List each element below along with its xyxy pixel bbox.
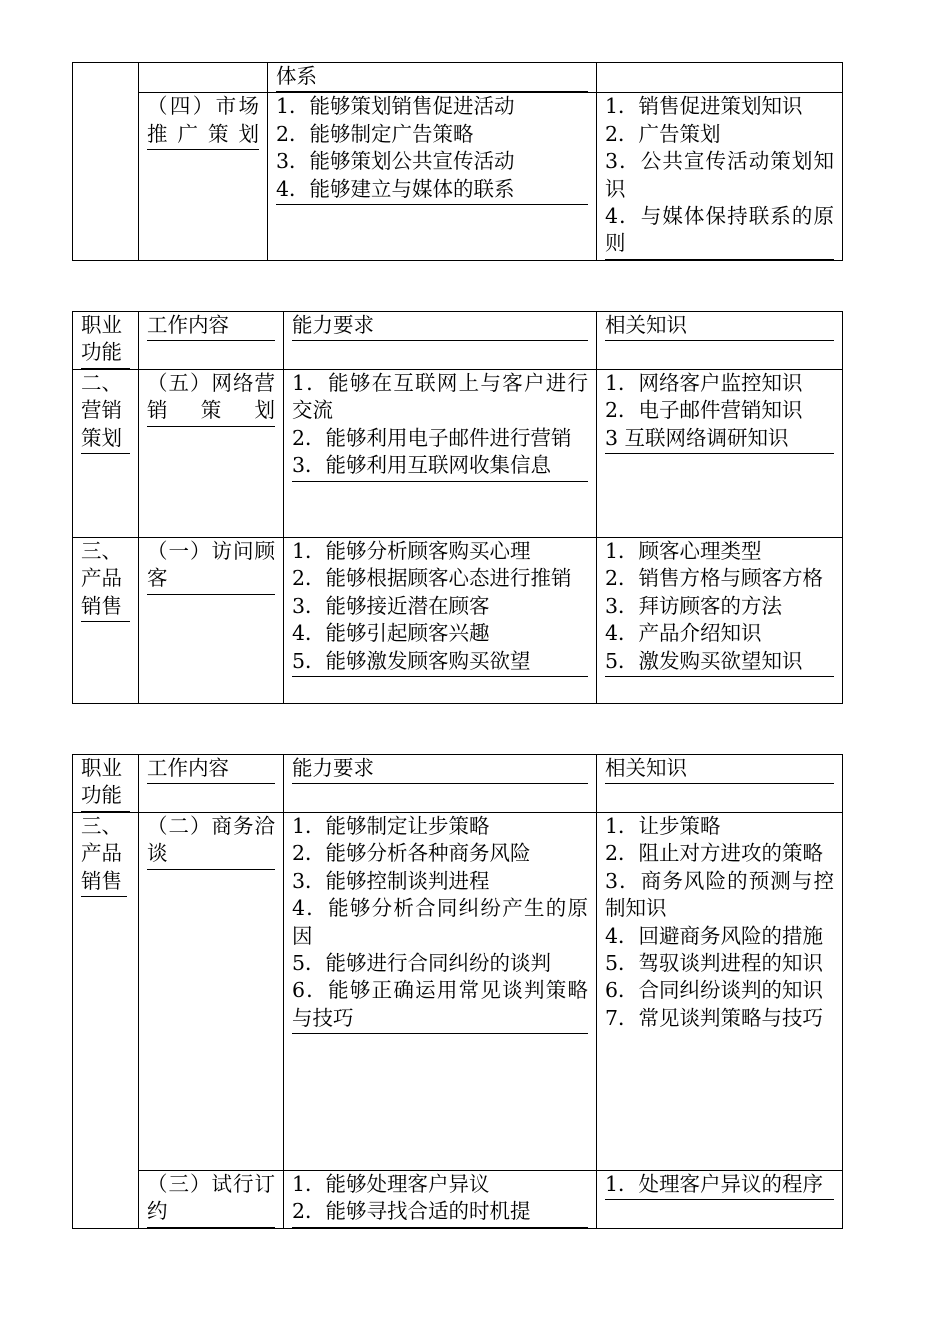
knowledge-cell (597, 813, 843, 1171)
knowledge-line: 5．激发购买欲望知识 (605, 648, 803, 673)
knowledge-line: 3．商务风险的预测与控制知识 (605, 868, 834, 921)
ability-line: 5．能够激发顾客购买欲望 (292, 648, 531, 673)
knowledge-cell (597, 538, 843, 704)
content-cell: （二）商务洽谈 (139, 813, 284, 1171)
ability-cell (284, 538, 597, 704)
knowledge-line: 2．电子邮件营销知识 (605, 398, 803, 423)
content-cell: （三）试行订约 (139, 1171, 284, 1229)
ability-line: 1．能够处理客户异议 (292, 1172, 490, 1196)
ability-cell (268, 93, 597, 261)
knowledge-line: 3 互联网络调研知识 (605, 425, 789, 450)
ability-line: 2．能够根据顾客心态进行推销 (292, 566, 572, 591)
table-row (73, 93, 843, 261)
table-header-row (73, 312, 843, 370)
knowledge-line: 6．合同纠纷谈判的知识 (605, 978, 824, 1003)
function-cell: 二、营销策划 (73, 370, 139, 538)
knowledge-line: 4．回避商务风险的措施 (605, 923, 824, 948)
ability-line: 1．能够制定让步策略 (292, 814, 490, 838)
header-function: 职业功能 (73, 755, 139, 813)
ability-line: 1．能够分析顾客购买心理 (292, 539, 531, 563)
knowledge-line: 3．公共宣传活动策划知识 (605, 149, 834, 201)
header-content: 工作内容 (139, 312, 284, 370)
ability-line: 6．能够正确运用常见谈判策略与技巧 (292, 978, 588, 1030)
header-ability: 能力要求 (284, 312, 597, 370)
knowledge-line: 5．驾驭谈判进程的知识 (605, 951, 824, 976)
ability-cell (268, 63, 597, 93)
table-row (73, 370, 843, 538)
ability-line: 2．能够制定广告策略 (276, 121, 474, 146)
ability-line: 3．能够策划公共宣传活动 (276, 149, 515, 174)
ability-line: 2．能够利用电子邮件进行营销 (292, 425, 572, 450)
content-cell (139, 93, 268, 261)
ability-line: 2．能够分析各种商务风险 (292, 841, 531, 866)
ability-line: 3．能够利用互联网收集信息 (292, 453, 552, 478)
header-ability: 能力要求 (284, 755, 597, 813)
knowledge-line: 3．拜访顾客的方法 (605, 593, 783, 618)
ability-line: 3．能够控制谈判进程 (292, 868, 490, 893)
table-marketing (72, 311, 843, 704)
knowledge-line: 4．与媒体保持联系的原则 (605, 204, 834, 256)
knowledge-line: 1．顾客心理类型 (605, 539, 762, 563)
knowledge-cell (597, 370, 843, 538)
ability-line: 3．能够接近潜在顾客 (292, 593, 490, 618)
table-row (73, 538, 843, 704)
table-continuation (72, 62, 843, 261)
table-header-row (73, 755, 843, 813)
ability-line: 2．能够寻找合适的时机提 (292, 1199, 531, 1224)
ability-cell (284, 1171, 597, 1229)
content-cell: （一）访问顾客 (139, 538, 284, 704)
ability-line: 4．能够引起顾客兴趣 (292, 621, 490, 646)
function-cell: 三、产品销售 (73, 813, 139, 1229)
knowledge-cell (597, 1171, 843, 1229)
header-content: 工作内容 (139, 755, 284, 813)
table-row (73, 1171, 843, 1229)
function-cell: 三、产品销售 (73, 538, 139, 704)
function-cell (73, 63, 139, 261)
work-content: （四）市场推广策划 (147, 93, 259, 150)
knowledge-cell (597, 63, 843, 93)
ability-line: 5．能够进行合同纠纷的谈判 (292, 951, 552, 976)
table-sales (72, 754, 843, 1229)
knowledge-line: 2．广告策划 (605, 121, 721, 146)
ability-cell (284, 813, 597, 1171)
header-knowledge: 相关知识 (597, 755, 843, 813)
ability-line: 4．能够建立与媒体的联系 (276, 176, 515, 201)
ability-line: 1．能够策划销售促进活动 (276, 94, 515, 119)
table-row (73, 813, 843, 1171)
knowledge-line: 7．常见谈判策略与技巧 (605, 1005, 824, 1030)
header-function: 职业功能 (73, 312, 139, 370)
knowledge-cell (597, 93, 843, 261)
knowledge-line: 2．阻止对方进攻的策略 (605, 841, 824, 866)
knowledge-line: 1．处理客户异议的程序 (605, 1172, 824, 1196)
ability-line: 1．能够在互联网上与客户进行交流 (292, 371, 588, 423)
knowledge-line: 4．产品介绍知识 (605, 621, 762, 646)
table-row (73, 63, 843, 93)
ability-line: 4．能够分析合同纠纷产生的原因 (292, 896, 588, 948)
ability-line: 体系 (276, 64, 317, 88)
knowledge-line: 2．销售方格与顾客方格 (605, 566, 824, 591)
header-knowledge: 相关知识 (597, 312, 843, 370)
content-cell: （五）网络营销策划 (139, 370, 284, 538)
knowledge-line: 1．网络客户监控知识 (605, 371, 803, 395)
knowledge-line: 1．销售促进策划知识 (605, 94, 803, 119)
knowledge-line: 1．让步策略 (605, 814, 721, 838)
ability-cell (284, 370, 597, 538)
content-cell (139, 63, 268, 93)
